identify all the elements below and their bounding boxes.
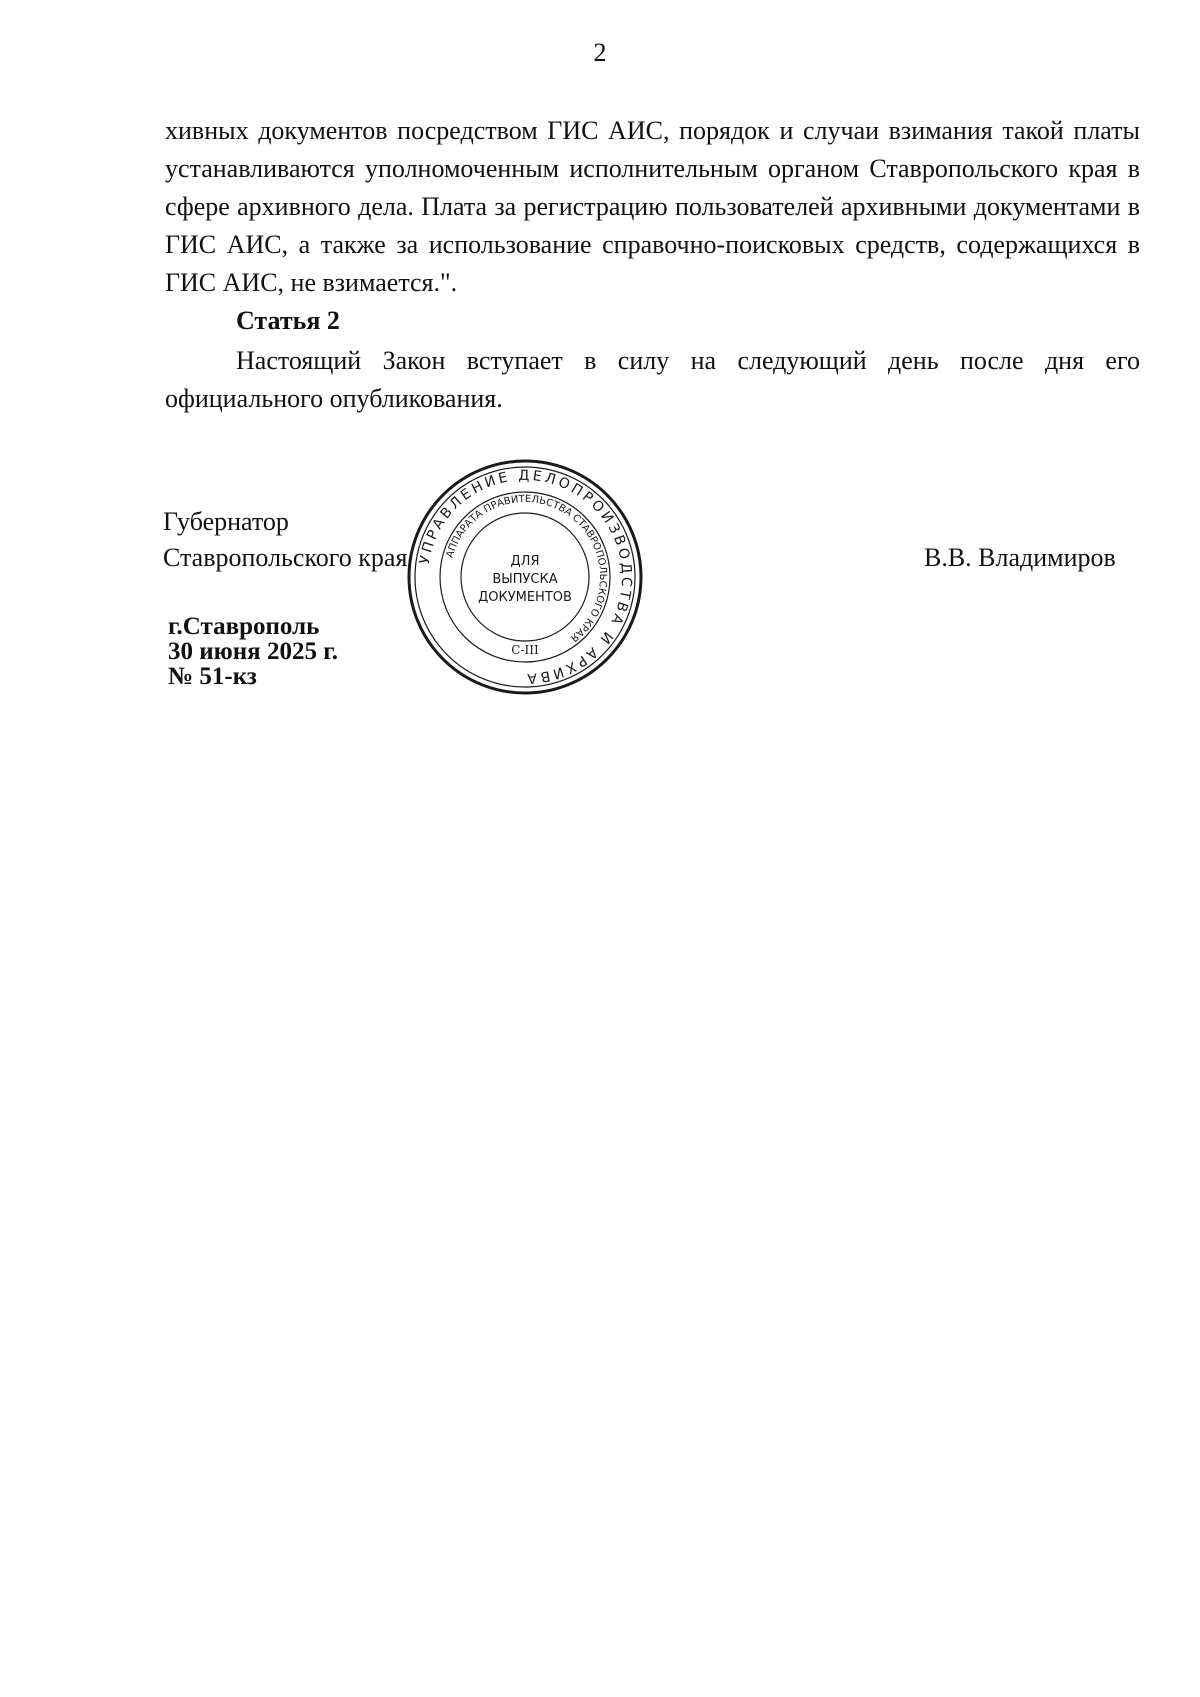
- stamp-center-line3: ДОКУМЕНТОВ: [478, 590, 572, 605]
- paragraph-continuation: хивных документов посредством ГИС АИС, порядок и случаи взимания такой платы устанавливаются уполномоченным исполнительным органом Ставропольского края в сфере архивного дела. Плата за регистрацию пользователей архивными документами в ГИС АИС, а также за использование справочно-поисковых средств, содержащихся в ГИС АИС, не взимается.".: [165, 116, 1140, 297]
- signature-name: В.В. Владимиров: [924, 543, 1116, 572]
- footer-date: 30 июня 2025 г.: [168, 638, 338, 665]
- stamp-code: С-III: [511, 643, 539, 657]
- official-stamp: [405, 457, 645, 697]
- footer-city: г.Ставрополь: [168, 613, 320, 640]
- stamp-center-line2: ВЫПУСКА: [492, 572, 558, 587]
- stamp-outer-text: УПРАВЛЕНИЕ ДЕЛОПРОИЗВОДСТВА И АРХИВА: [416, 467, 635, 687]
- signature-position-line2: Ставропольского края: [163, 543, 408, 572]
- stamp-center-line1: ДЛЯ: [510, 554, 540, 569]
- signature-position: [163, 504, 407, 576]
- article-heading: Статья 2: [236, 306, 340, 335]
- article-text: Настоящий Закон вступает в силу на следующий день после дня его официального опубликования.: [165, 346, 1140, 413]
- stamp-inner-ring-text: АППАРАТА ПРАВИТЕЛЬСТВА СТАВРОПОЛЬСКОГО КРАЯ: [444, 493, 609, 644]
- document-footer: [168, 614, 338, 689]
- page-number: 2: [593, 38, 607, 67]
- signature-position-line1: Губернатор: [163, 507, 289, 536]
- footer-number: № 51-кз: [168, 663, 257, 690]
